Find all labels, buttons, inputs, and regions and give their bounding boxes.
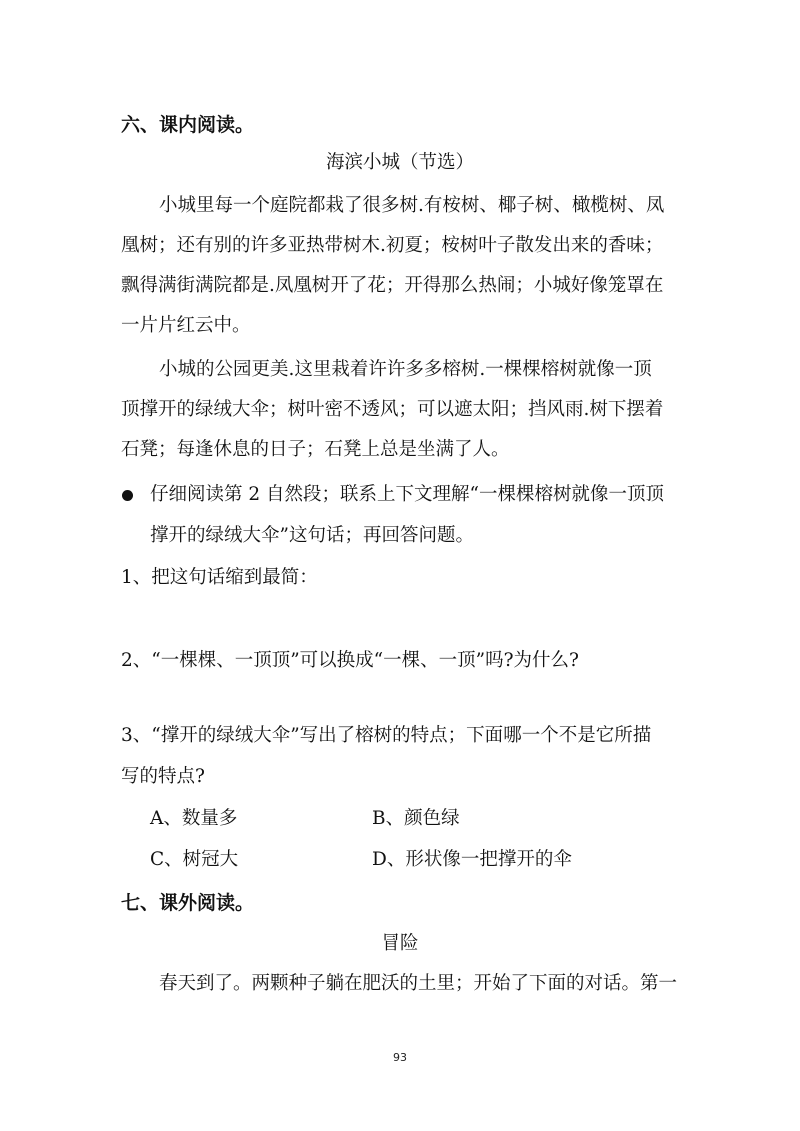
section-7-paragraph-1: 春天到了。两颗种子躺在肥沃的土里；开始了下面的对话。第一: [159, 973, 678, 994]
option-b: B、颜色绿: [372, 808, 460, 829]
paragraph-1-line-2: 凰树；还有别的许多亚热带树木.初夏；桉树叶子散发出来的香味；: [121, 235, 664, 256]
bullet-icon: [122, 490, 133, 501]
question-3-line-2: 写的特点?: [121, 766, 205, 787]
option-a: A、数量多: [150, 808, 238, 829]
question-3-line-1: 3、“撑开的绿绒大伞”写出了榕树的特点；下面哪一个不是它所描: [121, 725, 652, 746]
passage-title-maoxian: 冒险: [381, 933, 419, 954]
section-7-heading: 七、课外阅读。: [121, 892, 255, 914]
paragraph-2-line-3: 石凳；每逢休息的日子；石凳上总是坐满了人。: [121, 439, 510, 460]
passage-title-haibin: 海滨小城（节选）: [325, 152, 474, 173]
paragraph-2-line-1: 小城的公园更美.这里栽着许许多多榕树.一棵棵榕树就像一顶: [159, 359, 652, 380]
question-2: 2、“一棵棵、一顶顶”可以换成“一棵、一顶”吗?为什么?: [121, 650, 579, 671]
paragraph-1-line-1: 小城里每一个庭院都栽了很多树.有桉树、椰子树、橄榄树、凤: [159, 195, 665, 216]
paragraph-1-line-4: 一片片红云中。: [121, 315, 251, 336]
paragraph-2-line-2: 顶撑开的绿绒大伞；树叶密不透风；可以遮太阳；挡风雨.树下摆着: [121, 399, 664, 420]
option-c: C、树冠大: [150, 849, 239, 870]
page-number: 93: [393, 1051, 407, 1064]
instruction-line-1: 仔细阅读第 2 自然段；联系上下文理解“一棵棵榕树就像一顶顶: [150, 484, 664, 505]
paragraph-1-line-3: 飘得满街满院都是.凤凰树开了花；开得那么热闹；小城好像笼罩在: [121, 275, 664, 296]
question-1: 1、把这句话缩到最简：: [121, 567, 318, 588]
option-d: D、形状像一把撑开的伞: [372, 849, 572, 870]
instruction-line-2: 撑开的绿绒大伞”这句话；再回答问题。: [150, 525, 474, 546]
section-6-heading: 六、课内阅读。: [121, 114, 255, 136]
